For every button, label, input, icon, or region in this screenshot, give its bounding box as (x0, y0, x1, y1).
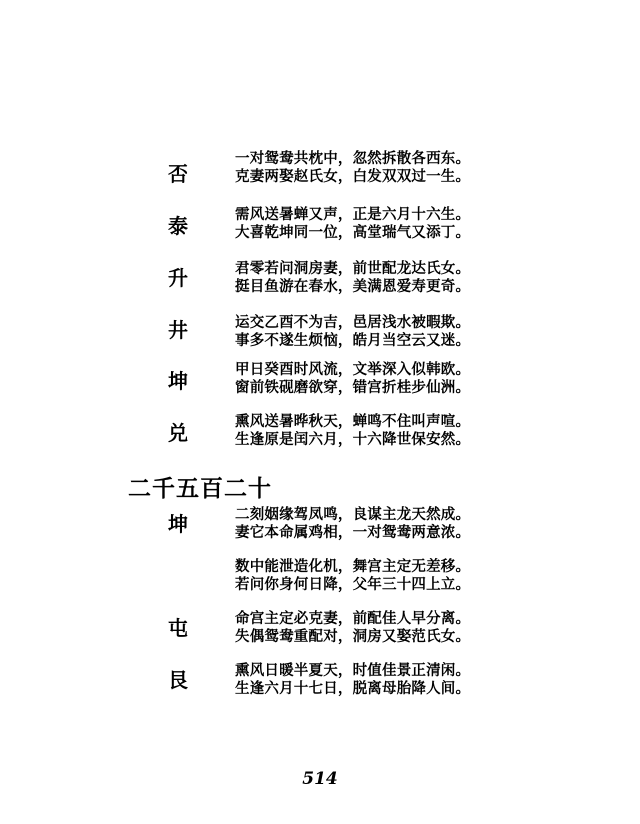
verse-line: 生逢原是闰六月，十六降世保安然。 (235, 431, 471, 448)
verse-line: 一对鸳鸯共枕中，忽然拆散各西东。 (235, 150, 471, 167)
verse-line: 命宫主定必克妻，前配佳人早分离。 (235, 610, 471, 627)
hexagram-name: 泰 (168, 214, 188, 238)
verse-line: 数中能泄造化机，舞宫主定无差移。 (235, 558, 471, 575)
verse (235, 206, 470, 242)
verse (235, 150, 470, 186)
verse-line: 窗前铁砚磨欲穿，错宫折桂步仙洲。 (235, 379, 471, 396)
section-title: 二千五百二十 (128, 475, 272, 502)
hexagram-name: 坤 (168, 369, 188, 393)
verse-line: 熏风日暖半夏天，时值佳景正清闲。 (235, 662, 471, 679)
verse-line: 大喜乾坤同一位，高堂瑞气又添丁。 (235, 224, 471, 241)
verse (235, 260, 470, 296)
hexagram-name: 兑 (168, 421, 188, 445)
hexagram-name: 坤 (168, 512, 188, 536)
verse-line: 若问你身何日降，父年三十四上立。 (235, 576, 471, 593)
verse-line: 甲日癸酉时风流，文举深入似韩欧。 (235, 361, 471, 378)
verse-line: 熏风送暑晔秋天，蝉鸣不住叫声喧。 (235, 413, 471, 430)
verse-line: 失偶鸳鸯重配对，洞房又娶范氏女。 (235, 628, 471, 645)
verse (235, 413, 470, 449)
verse-line: 需风送暑蝉又声，正是六月十六生。 (235, 206, 471, 223)
verse-line: 克妻两娶赵氏女，白发双双过一生。 (235, 168, 471, 185)
verse (235, 506, 470, 542)
verse (235, 314, 470, 350)
page-number: 514 (302, 769, 338, 789)
verse-line: 二刻姻缘驾凤鸣，良谋主龙天然成。 (235, 506, 471, 523)
verse-line: 运交乙酉不为吉，邑居浅水被暇欺。 (235, 314, 471, 331)
hexagram-name: 屯 (168, 616, 188, 640)
verse (235, 361, 470, 397)
hexagram-name: 井 (168, 318, 188, 342)
verse-line: 君零若问洞房妻，前世配龙达氏女。 (235, 260, 471, 277)
verse-line: 事多不遂生烦恼，皓月当空云又迷。 (235, 332, 471, 349)
hexagram-name: 升 (168, 266, 188, 290)
verse (235, 662, 470, 698)
verse-line: 妻它本命属鸡相，一对鸳鸯两意浓。 (235, 524, 471, 541)
verse (235, 610, 470, 646)
hexagram-name: 艮 (168, 668, 188, 692)
verse-line: 生逢六月十七日，脱离母胎降人间。 (235, 680, 471, 697)
verse-line: 挺目鱼游在春水，美满恩爱寿更奇。 (235, 278, 471, 295)
hexagram-name: 否 (168, 162, 188, 186)
verse (235, 558, 470, 594)
